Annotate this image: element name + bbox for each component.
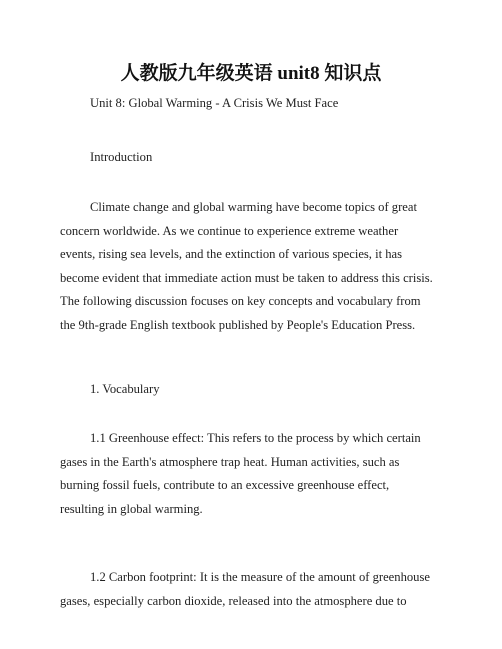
unit-heading: Unit 8: Global Warming - A Crisis We Must Face (90, 96, 339, 110)
vocab-item-greenhouse-effect: 1.1 Greenhouse effect: This refers to the process by which certain gases in the Earth's atmosphere trap heat. Human activities, such as burning fossil fuels, contribute to an excessive greenhouse effect, resulting in global warming. (60, 431, 421, 516)
section-vocabulary-heading: 1. Vocabulary (90, 382, 160, 396)
introduction-paragraph: Climate change and global warming have become topics of great concern worldwide. As we continue to experience extreme weather events, rising sea levels, and the extinction of various species, it has become evident that immediate action must be taken to address this crisis. The following discussion focuses on key concepts and vocabulary from the 9th-grade English textbook published by People's Education Press. (60, 200, 433, 332)
introduction-heading: Introduction (90, 150, 153, 164)
vocab-item-carbon-footprint: 1.2 Carbon footprint: It is the measure of the amount of greenhouse gases, especially carbon dioxide, released into the atmosphere due to (60, 570, 430, 608)
document-title: 人教版九年级英语 unit8 知识点 (120, 63, 382, 84)
